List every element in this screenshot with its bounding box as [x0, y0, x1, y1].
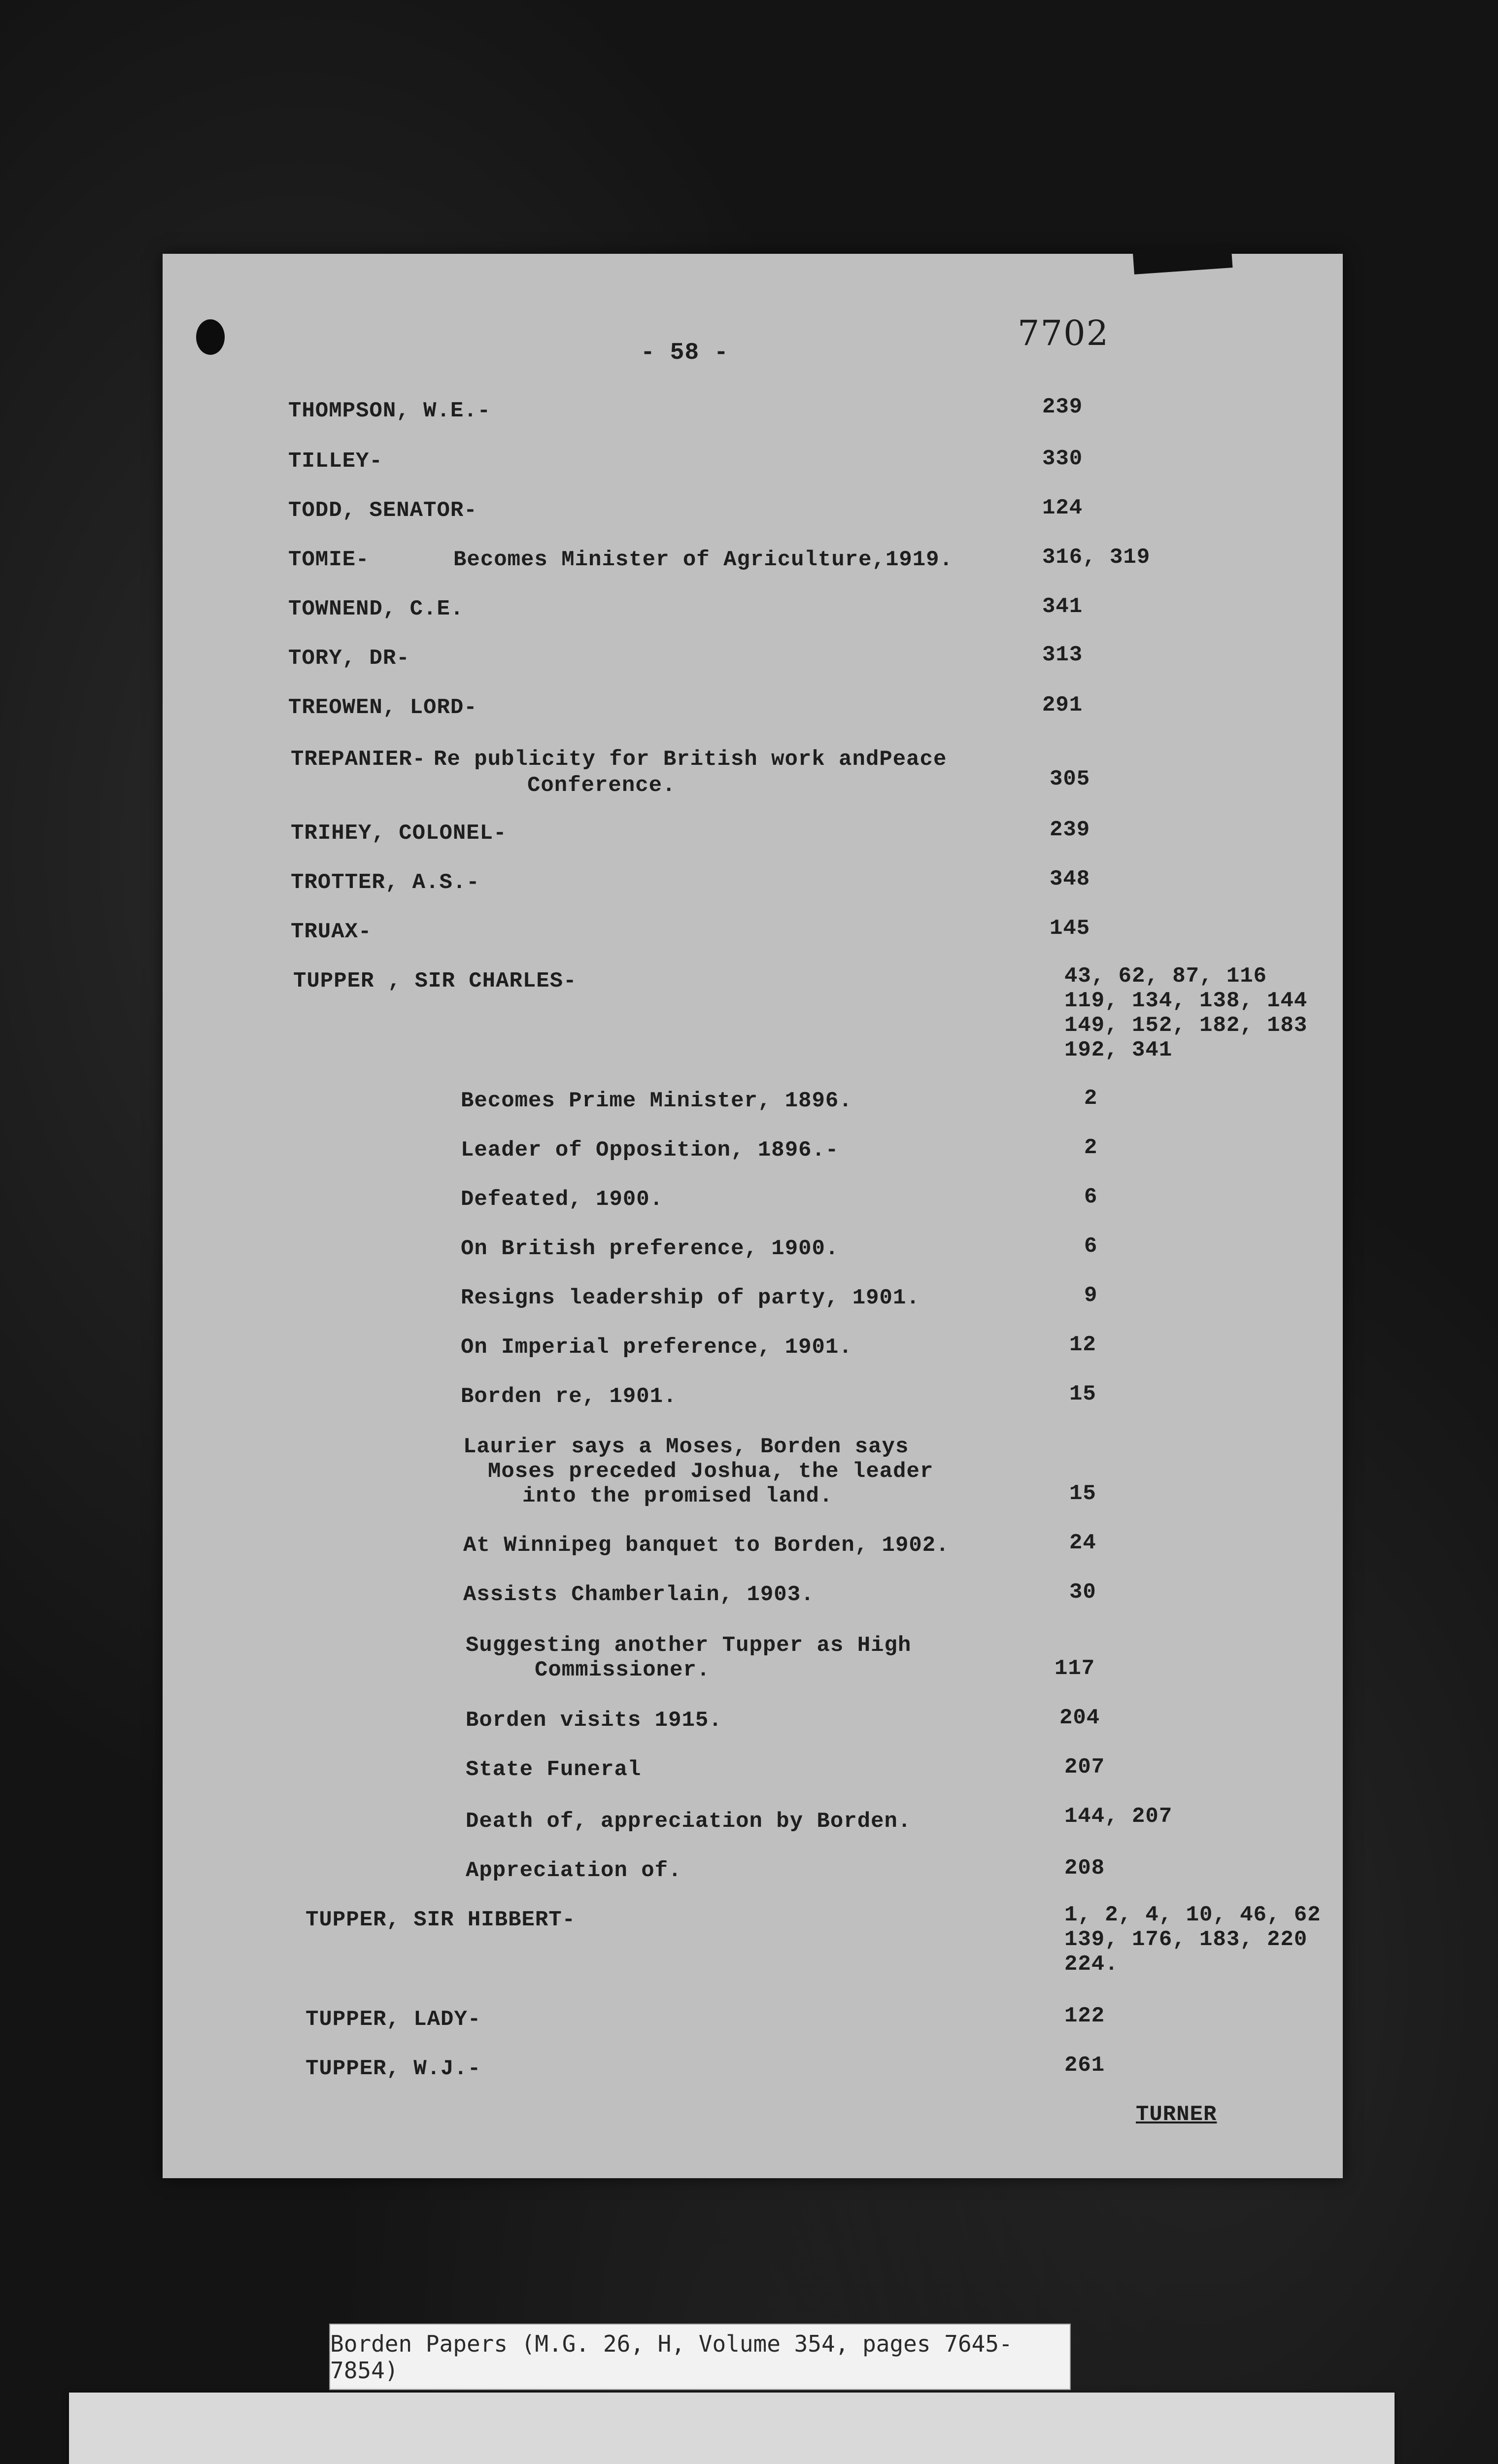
entry-name: TREOWEN, LORD- [288, 695, 477, 720]
sub-entry: Resigns leadership of party, 1901. [461, 1286, 920, 1310]
entry-pages: 313 [1042, 643, 1083, 667]
sub-entry: On British preference, 1900. [461, 1236, 839, 1261]
entry-pages: 305 [1050, 767, 1090, 791]
archive-card [69, 2393, 1395, 2464]
entry-name: TOWNEND, C.E. [288, 597, 464, 621]
entry-name: TREPANIER- [291, 747, 426, 772]
entry-pages-cont: 192, 341 [1064, 1038, 1173, 1062]
entry-pages: 239 [1050, 818, 1090, 842]
entry-pages: 291 [1042, 693, 1083, 718]
sub-entry: On Imperial preference, 1901. [461, 1335, 852, 1360]
sub-entry: Death of, appreciation by Borden. [466, 1809, 912, 1834]
sub-entry: Appreciation of. [466, 1858, 682, 1883]
entry-pages: 122 [1064, 2004, 1105, 2028]
reference-label: Borden Papers (M.G. 26, H, Volume 354, pages 7645-7854) [329, 2324, 1071, 2390]
sub-entry: Leader of Opposition, 1896.- [461, 1138, 839, 1163]
sub-entry-pages: 208 [1064, 1856, 1105, 1881]
entry-name: TUPPER, SIR HIBBERT- [306, 1908, 576, 1932]
entry-name: TORY, DR- [288, 646, 410, 671]
sub-entry-pages: 144, 207 [1064, 1804, 1173, 1829]
entry-pages: 341 [1042, 594, 1083, 619]
entry-desc-cont: Conference. [527, 773, 676, 798]
sub-entry: Becomes Prime Minister, 1896. [461, 1089, 852, 1113]
sub-entry-pages: 15 [1069, 1382, 1096, 1406]
sub-entry-pages: 9 [1084, 1283, 1098, 1308]
entry-pages: 145 [1050, 916, 1090, 941]
entry-pages: 261 [1064, 2053, 1105, 2078]
sub-entry: State Funeral [466, 1757, 642, 1782]
entry-name: TUPPER, LADY- [306, 2007, 481, 2032]
sub-entry-pages: 12 [1069, 1333, 1096, 1357]
sub-entry: Suggesting another Tupper as High [466, 1633, 912, 1658]
entry-name: TODD, SENATOR- [288, 498, 477, 523]
sub-entry-pages: 30 [1069, 1580, 1096, 1605]
sub-entry-pages: 24 [1069, 1531, 1096, 1555]
entry-name: TUPPER , SIR CHARLES- [293, 969, 577, 993]
entry-pages-cont: 224. [1064, 1952, 1119, 1977]
entry-pages: 124 [1042, 496, 1083, 520]
entry-pages: 239 [1042, 395, 1083, 419]
sub-entry-pages: 2 [1084, 1135, 1098, 1160]
sub-entry-pages: 204 [1059, 1706, 1100, 1730]
sub-entry: Borden visits 1915. [466, 1708, 722, 1733]
sub-entry-pages: 207 [1064, 1755, 1105, 1780]
sub-entry-pages: 2 [1084, 1086, 1098, 1111]
sub-entry: Laurier says a Moses, Borden says [463, 1435, 909, 1459]
entry-pages: 316, 319 [1042, 545, 1151, 570]
entry-pages-cont: 119, 134, 138, 144 [1064, 989, 1308, 1013]
entry-name: TROTTER, A.S.- [291, 870, 480, 895]
document-number: 7702 [1018, 313, 1110, 353]
entry-pages: 43, 62, 87, 116 [1064, 964, 1267, 989]
sub-entry: At Winnipeg banquet to Borden, 1902. [463, 1533, 950, 1558]
sub-entry-cont: Moses preceded Joshua, the leader [488, 1459, 934, 1484]
entry-name: TILLEY- [288, 449, 383, 474]
punch-hole [196, 319, 225, 355]
entry-desc: Becomes Minister of Agriculture,1919. [453, 548, 953, 572]
entry-name: TUPPER, W.J.- [306, 2056, 481, 2081]
sub-entry-cont: into the promised land. [522, 1484, 833, 1508]
entry-pages: 348 [1050, 867, 1090, 891]
document-page [163, 254, 1343, 2178]
sub-entry-pages: 6 [1084, 1185, 1098, 1209]
entry-pages-cont: 149, 152, 182, 183 [1064, 1013, 1308, 1038]
entry-pages: 1, 2, 4, 10, 46, 62 [1064, 1903, 1321, 1927]
sub-entry-pages: 6 [1084, 1234, 1098, 1259]
entry-name: TOMIE- [288, 548, 370, 572]
sub-entry: Borden re, 1901. [461, 1384, 677, 1409]
sub-entry-pages: 15 [1069, 1481, 1096, 1506]
sub-entry: Assists Chamberlain, 1903. [463, 1582, 815, 1607]
entry-pages-cont: 139, 176, 183, 220 [1064, 1927, 1308, 1952]
next-entry-footer: TURNER [1136, 2102, 1217, 2127]
entry-name: THOMPSON, W.E.- [288, 399, 491, 423]
sub-entry-cont: Commissioner. [535, 1658, 711, 1682]
sub-entry-pages: 117 [1055, 1656, 1095, 1681]
page-marker: - 58 - [641, 340, 729, 366]
sub-entry: Defeated, 1900. [461, 1187, 664, 1212]
entry-pages: 330 [1042, 446, 1083, 471]
entry-desc: Re publicity for British work andPeace [434, 747, 947, 772]
entry-name: TRUAX- [291, 920, 372, 944]
entry-name: TRIHEY, COLONEL- [291, 821, 507, 846]
